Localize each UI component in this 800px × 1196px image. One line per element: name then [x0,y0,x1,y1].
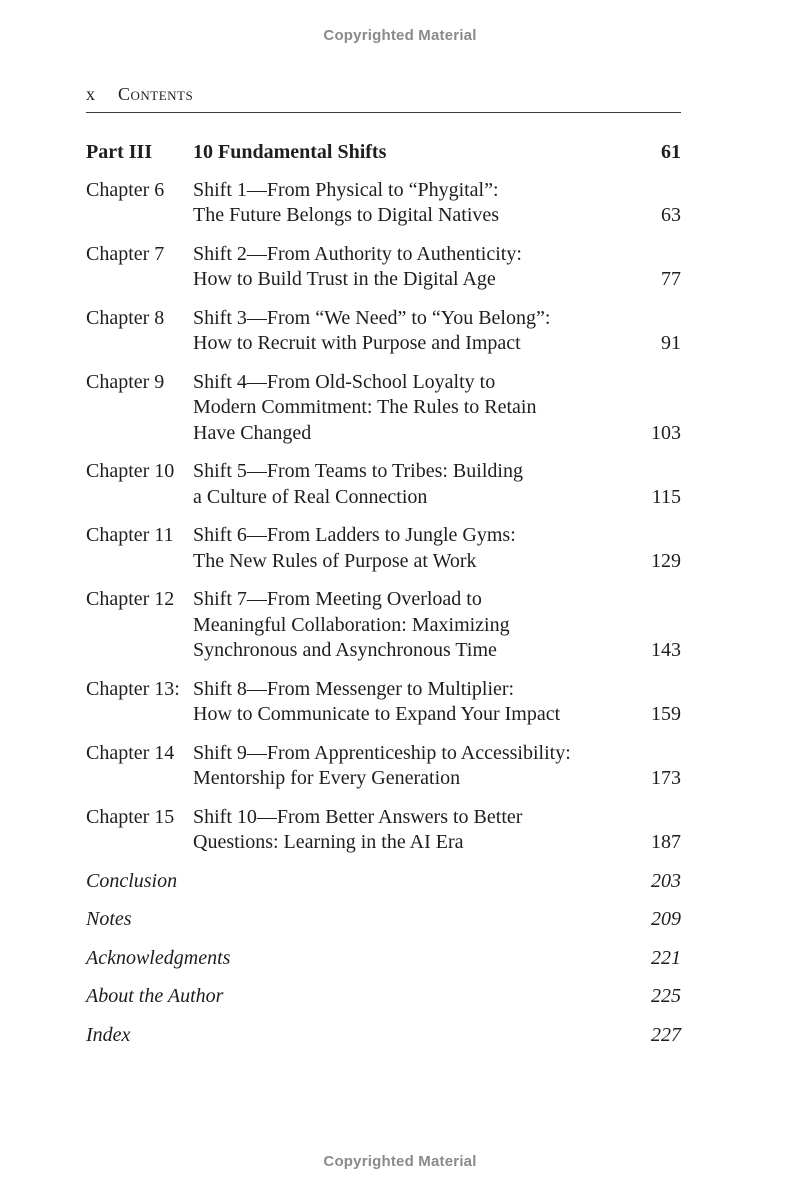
toc-chapter-entry [86,370,681,447]
back-matter-title: Notes [86,908,132,930]
part-label: Part III [86,141,153,163]
chapter-title-line: Shift 7—From Meeting Overload to [193,588,482,610]
back-matter-page-number: 221 [651,946,681,969]
chapter-title-line: Shift 9—From Apprenticeship to Accessibility: [193,741,571,764]
chapter-page-number: 91 [661,332,681,354]
part-title: 10 Fundamental Shifts [193,141,387,163]
chapter-title-line: a Culture of Real Connection [193,485,428,508]
toc-back-matter-entry [86,869,681,895]
back-matter-title: Index [86,1023,131,1046]
back-matter-page-number: 209 [651,908,681,930]
part-page-number: 61 [661,141,681,163]
back-matter-title: About the Author [86,985,224,1007]
back-matter-page-number: 203 [651,869,681,892]
toc-chapter-entry [86,242,681,293]
chapter-title-line: Have Changed [193,421,312,444]
toc-back-matter-entry [86,1023,681,1049]
back-matter-title: Conclusion [86,869,178,892]
back-matter-title: Acknowledgments [86,946,231,969]
chapter-title [193,178,621,229]
chapter-title-line: Questions: Learning in the AI Era [193,831,464,853]
chapter-title [193,370,621,447]
chapter-title [193,242,621,293]
chapter-label: Chapter 6 [86,178,165,201]
chapter-title [193,523,621,574]
chapter-title-line: Shift 2—From Authority to Authenticity: [193,242,522,265]
toc-chapter-entry [86,459,681,510]
toc-chapter-entry [86,677,681,728]
chapter-title-line: Shift 1—From Physical to “Phygital”: [193,178,499,201]
chapter-label: Chapter 14 [86,741,175,764]
chapter-page-number: 143 [651,639,681,661]
chapter-label: Chapter 8 [86,306,165,329]
chapter-title [193,306,621,357]
toc-back-matter-entry [86,946,681,972]
chapter-title-line: How to Communicate to Expand Your Impact [193,703,561,725]
toc-chapter-entry [86,587,681,664]
chapter-title [193,459,621,510]
toc-back-matter-entry [86,907,681,933]
page-folio: x [86,84,95,104]
chapter-page-number: 187 [651,831,681,853]
chapter-title-line: The Future Belongs to Digital Natives [193,204,500,226]
toc-back-matter-entry [86,984,681,1010]
chapter-page-number: 129 [651,549,681,572]
chapter-page-number: 173 [651,767,681,789]
running-header [86,82,681,113]
toc-chapter-entry [86,741,681,792]
toc-chapter-entry [86,805,681,856]
chapter-title-line: Mentorship for Every Generation [193,767,461,789]
chapter-title-line: Shift 8—From Messenger to Multiplier: [193,677,515,700]
back-matter-page-number: 225 [651,985,681,1007]
toc-chapter-entry [86,306,681,357]
chapter-title-line: How to Recruit with Purpose and Impact [193,332,521,354]
chapter-title-line: The New Rules of Purpose at Work [193,549,477,572]
chapter-label: Chapter 9 [86,370,165,393]
copyright-watermark-bottom: Copyrighted Material [323,1153,477,1170]
chapter-title-line: Shift 5—From Teams to Tribes: Building [193,460,523,482]
chapter-title-line: Shift 10—From Better Answers to Better [193,805,523,828]
chapter-title-line: How to Build Trust in the Digital Age [193,268,496,290]
chapter-title-line: Shift 3—From “We Need” to “You Belong”: [193,306,551,329]
toc-chapter-entry [86,178,681,229]
chapter-title-line: Synchronous and Asynchronous Time [193,639,497,661]
copyright-watermark-top: Copyrighted Material [323,27,477,44]
table-of-contents [86,140,681,1061]
chapter-page-number: 115 [651,485,681,508]
chapter-label: Chapter 10 [86,460,175,482]
back-matter-page-number: 227 [651,1023,681,1046]
toc-chapter-entry [86,523,681,574]
chapter-page-number: 159 [651,703,681,725]
chapter-title-line: Shift 6—From Ladders to Jungle Gyms: [193,524,516,546]
chapter-page-number: 77 [661,268,681,290]
chapter-title-line: Shift 4—From Old-School Loyalty to [193,370,496,393]
chapter-title-line: Meaningful Collaboration: Maximizing [193,613,510,636]
chapter-label: Chapter 15 [86,805,175,828]
chapter-label: Chapter 7 [86,242,165,265]
back-matter-list [86,869,681,1049]
chapter-label: Chapter 13: [86,677,180,700]
chapter-list [86,178,681,856]
running-title: Contents [118,84,194,104]
chapter-title [193,741,621,792]
chapter-title [193,587,621,664]
chapter-title [193,677,621,728]
chapter-label: Chapter 12 [86,588,175,610]
chapter-title [193,805,621,856]
toc-part-entry [86,140,681,166]
chapter-page-number: 63 [661,204,681,226]
chapter-page-number: 103 [651,421,681,444]
chapter-label: Chapter 11 [86,524,174,546]
chapter-title-line: Modern Commitment: The Rules to Retain [193,396,537,418]
